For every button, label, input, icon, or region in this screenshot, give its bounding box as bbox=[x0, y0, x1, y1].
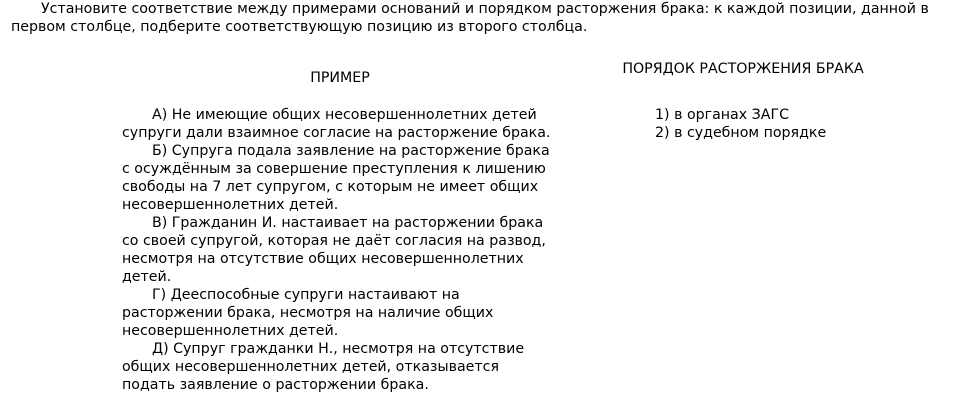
examples-list bbox=[122, 106, 552, 394]
order-item-1: 1) в органах ЗАГС bbox=[655, 107, 790, 123]
example-item-g: Г) Дееспособные супруги настаивают на расторжении брака, несмотря на наличие общих несовершеннолетних детей. bbox=[122, 287, 494, 339]
order-item-2: 2) в судебном порядке bbox=[655, 125, 827, 141]
column-header-example: ПРИМЕР bbox=[310, 70, 370, 86]
column-header-order: ПОРЯДОК РАСТОРЖЕНИЯ БРАКА bbox=[622, 61, 864, 77]
task-statement: Установите соответствие между примерами оснований и порядком расторжения брака: к каждой позиции, данной в первом столбце, подберите соответствующую позицию из второго столбца. bbox=[11, 1, 929, 35]
example-item-d: Д) Супруг гражданки Н., несмотря на отсутствие общих несовершеннолетних детей, отказывается подать заявление о расторжении брака. bbox=[122, 341, 525, 393]
example-item-b: Б) Супруга подала заявление на расторжение брака с осуждённым за совершение преступления к лишению свободы на 7 лет супругом, с которым не имеет общих несовершеннолетних детей. bbox=[122, 143, 550, 213]
example-item-v: В) Гражданин И. настаивает на расторжении брака со своей супругой, которая не даёт согласия на развод, несмотря на отсутствие общих несовершеннолетних детей. bbox=[122, 215, 546, 285]
orders-list bbox=[655, 106, 955, 142]
example-item-a: А) Не имеющие общих несовершеннолетних детей супруги дали взаимное согласие на расторжение брака. bbox=[122, 107, 551, 141]
